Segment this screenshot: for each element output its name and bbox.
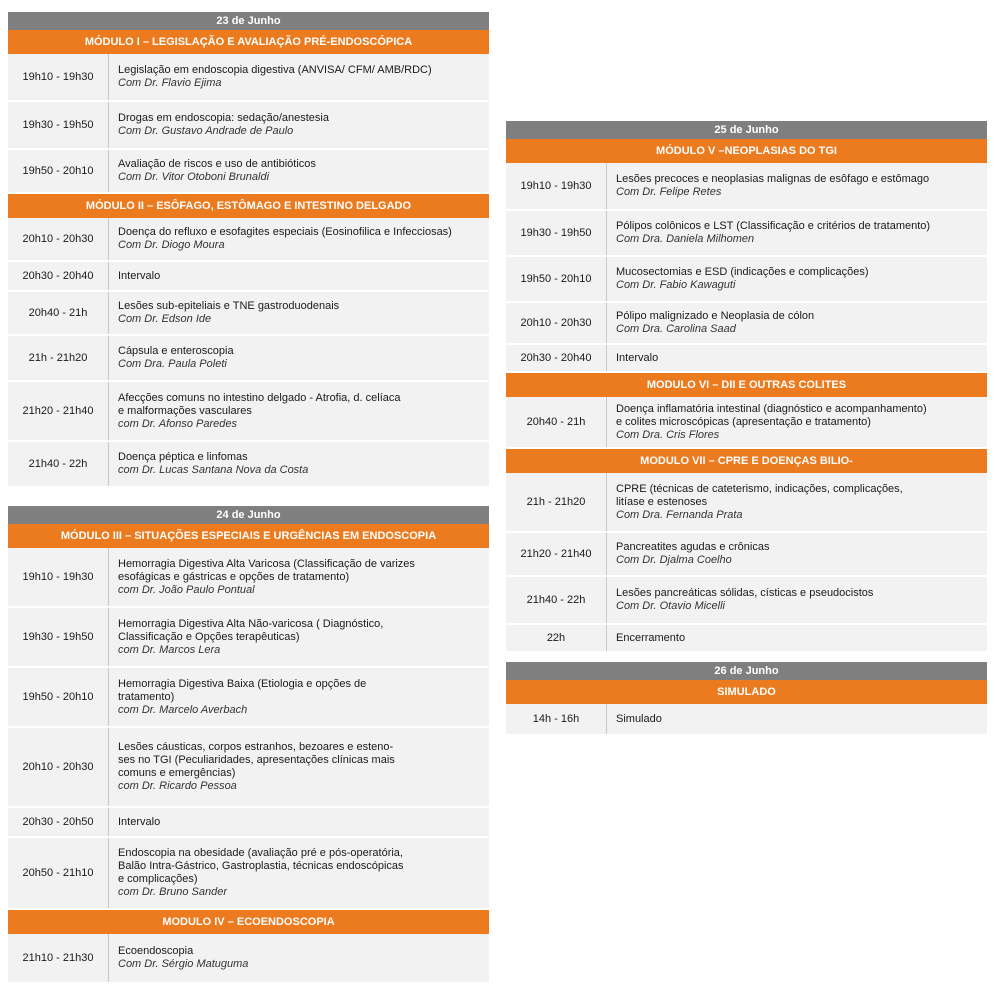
speaker-name: com Dr. João Paulo Pontual xyxy=(118,583,255,596)
session-title: Doença do refluxo e esofagites especiais (Eosinofilica e Infecciosas) xyxy=(118,226,452,238)
schedule-block-25 xyxy=(506,121,987,653)
session-title: Intervalo xyxy=(118,815,161,828)
table-row xyxy=(8,262,489,292)
speaker-name: Com Dr. Djalma Coelho xyxy=(616,554,732,566)
module-header: MÓDULO V –NEOPLASIAS DO TGI xyxy=(506,139,987,163)
speaker-name: com Dr. Afonso Paredes xyxy=(118,417,238,430)
table-row xyxy=(506,704,987,736)
time-cell: 20h40 - 21h xyxy=(506,397,607,447)
table-row xyxy=(8,442,489,488)
time-cell: 21h40 - 22h xyxy=(506,577,607,623)
speaker-name: Com Dra. Cris Flores xyxy=(616,428,720,441)
speaker-name: Com Dra. Fernanda Prata xyxy=(616,508,743,521)
day-header: 25 de Junho xyxy=(506,121,987,139)
time-cell: 20h10 - 20h30 xyxy=(8,218,109,260)
table-row xyxy=(8,336,489,382)
table-row xyxy=(8,382,489,442)
table-row xyxy=(506,163,987,211)
schedule-block-24 xyxy=(8,506,489,984)
time-cell: 20h30 - 20h50 xyxy=(8,808,109,836)
table-row xyxy=(8,838,489,910)
session-title: Pancreatites agudas e crônicas xyxy=(616,541,770,553)
session-title: Encerramento xyxy=(616,631,686,644)
speaker-name: com Dr. Bruno Sander xyxy=(118,886,228,898)
module-header: MODULO VI – DII E OUTRAS COLITES xyxy=(506,373,987,397)
schedule-block-26 xyxy=(506,662,987,736)
speaker-name: Com Dr. Vitor Otoboni Brunaldi xyxy=(118,171,270,183)
time-cell: 20h50 - 21h10 xyxy=(8,838,109,908)
module-header: SIMULADO xyxy=(506,680,987,704)
table-row xyxy=(8,292,489,336)
speaker-name: Com Dr. Sérgio Matuguma xyxy=(118,958,249,970)
speaker-name: com Dr. Marcelo Averbach xyxy=(118,703,248,716)
time-cell: 20h30 - 20h40 xyxy=(8,262,109,290)
speaker-name: Com Dr. Felipe Retes xyxy=(616,186,722,198)
time-cell: 20h30 - 20h40 xyxy=(506,345,607,371)
session-title: Pólipos colônicos e LST (Classificação e critérios de tratamento) xyxy=(616,220,931,232)
time-cell: 19h30 - 19h50 xyxy=(8,608,109,666)
table-row xyxy=(8,808,489,838)
module-header: MÓDULO III – SITUAÇÕES ESPECIAIS E URGÊNCIAS EM ENDOSCOPIA xyxy=(8,524,489,548)
table-row xyxy=(506,345,987,373)
session-title: Endoscopia na obesidade (avaliação pré e pós-operatória, Balão Intra-Gástrico, Gastroplastia, técnicas endoscópicas e complicações) xyxy=(118,847,404,885)
table-row xyxy=(8,608,489,668)
module-header: MÓDULO II – ESÔFAGO, ESTÔMAGO E INTESTINO DELGADO xyxy=(8,194,489,218)
time-cell: 19h50 - 20h10 xyxy=(506,257,607,301)
session-title: Lesões cáusticas, corpos estranhos, bezoares e esteno- ses no TGI (Peculiaridades, apresentações clínicas mais comuns e emergências) xyxy=(118,741,395,779)
module-header: MODULO IV – ECOENDOSCOPIA xyxy=(8,910,489,934)
speaker-name: com Dr. Lucas Santana Nova da Costa xyxy=(118,464,309,476)
session-title: Hemorragia Digestiva Alta Varicosa (Classificação de varizes esofágicas e gástricas e opções de tratamento) xyxy=(118,557,415,583)
session-title: Simulado xyxy=(616,712,662,725)
table-row xyxy=(506,577,987,625)
session-title: CPRE (técnicas de cateterismo, indicações, complicações, litíase e estenoses xyxy=(616,482,903,508)
session-title: Mucosectomias e ESD (indicações e complicações) xyxy=(616,266,869,278)
table-row xyxy=(8,54,489,102)
time-cell: 21h10 - 21h30 xyxy=(8,934,109,982)
time-cell: 19h10 - 19h30 xyxy=(8,54,109,100)
time-cell: 19h10 - 19h30 xyxy=(8,548,109,606)
session-title: Lesões sub-epiteliais e TNE gastroduodenais xyxy=(118,300,340,312)
session-title: Hemorragia Digestiva Alta Não-varicosa ( Diagnóstico, Classificação e Opções terapêuticas) xyxy=(118,617,384,643)
table-row xyxy=(506,533,987,577)
session-title: Doença inflamatória intestinal (diagnóstico e acompanhamento) e colites microscópicas (apresentação e tratamento) xyxy=(616,402,927,428)
table-row xyxy=(506,397,987,449)
speaker-name: Com Dr. Otavio Micelli xyxy=(616,600,725,612)
table-row xyxy=(506,211,987,257)
table-row xyxy=(506,473,987,533)
module-header: MÓDULO I – LEGISLAÇÃO E AVALIAÇÃO PRÉ-ENDOSCÓPICA xyxy=(8,30,489,54)
speaker-name: com Dr. Marcos Lera xyxy=(118,643,221,656)
day-header: 23 de Junho xyxy=(8,12,489,30)
day-header: 24 de Junho xyxy=(8,506,489,524)
time-cell: 19h50 - 20h10 xyxy=(8,150,109,192)
session-title: Drogas em endoscopia: sedação/anestesia xyxy=(118,112,329,124)
session-title: Intervalo xyxy=(118,269,161,282)
time-cell: 20h10 - 20h30 xyxy=(8,728,109,806)
speaker-name: Com Dra. Daniela Milhomen xyxy=(616,233,755,245)
table-row xyxy=(8,102,489,150)
table-row xyxy=(8,728,489,808)
session-title: Ecoendoscopia xyxy=(118,945,194,957)
speaker-name: Com Dr. Gustavo Andrade de Paulo xyxy=(118,125,294,137)
speaker-name: Com Dra. Paula Poleti xyxy=(118,358,227,370)
session-title: Pólipo malignizado e Neoplasia de cólon xyxy=(616,310,815,322)
table-row xyxy=(506,303,987,345)
time-cell: 21h20 - 21h40 xyxy=(506,533,607,575)
time-cell: 20h40 - 21h xyxy=(8,292,109,334)
time-cell: 21h - 21h20 xyxy=(506,473,607,531)
session-title: Lesões pancreáticas sólidas, císticas e pseudocistos xyxy=(616,587,874,599)
speaker-name: Com Dra. Carolina Saad xyxy=(616,323,736,335)
time-cell: 21h20 - 21h40 xyxy=(8,382,109,440)
table-row xyxy=(8,548,489,608)
module-header: MODULO VII – CPRE E DOENÇAS BILIO- xyxy=(506,449,987,473)
day-header: 26 de Junho xyxy=(506,662,987,680)
time-cell: 21h - 21h20 xyxy=(8,336,109,380)
speaker-name: Com Dr. Fabio Kawaguti xyxy=(616,279,736,291)
table-row xyxy=(8,218,489,262)
time-cell: 19h30 - 19h50 xyxy=(8,102,109,148)
table-row xyxy=(506,625,987,653)
session-title: Avaliação de riscos e uso de antibióticos xyxy=(118,158,316,170)
table-row xyxy=(8,150,489,194)
table-row xyxy=(8,934,489,984)
table-row xyxy=(506,257,987,303)
speaker-name: com Dr. Ricardo Pessoa xyxy=(118,780,237,792)
time-cell: 14h - 16h xyxy=(506,704,607,734)
session-title: Hemorragia Digestiva Baixa (Etiologia e opções de tratamento) xyxy=(118,677,367,703)
time-cell: 20h10 - 20h30 xyxy=(506,303,607,343)
time-cell: 19h30 - 19h50 xyxy=(506,211,607,255)
session-title: Afecções comuns no intestino delgado - Atrofia, d. celíaca e malformações vasculares xyxy=(118,391,401,417)
table-row xyxy=(8,668,489,728)
time-cell: 19h50 - 20h10 xyxy=(8,668,109,726)
schedule-block-23 xyxy=(8,12,489,488)
time-cell: 22h xyxy=(506,625,607,651)
time-cell: 19h10 - 19h30 xyxy=(506,163,607,209)
speaker-name: Com Dr. Flavio Ejima xyxy=(118,77,222,89)
session-title: Intervalo xyxy=(616,351,659,364)
speaker-name: Com Dr. Diogo Moura xyxy=(118,239,225,251)
session-title: Doença péptica e linfomas xyxy=(118,451,248,463)
session-title: Legislação em endoscopia digestiva (ANVISA/ CFM/ AMB/RDC) xyxy=(118,64,432,76)
session-title: Lesões precoces e neoplasias malignas de esôfago e estômago xyxy=(616,173,930,185)
time-cell: 21h40 - 22h xyxy=(8,442,109,486)
speaker-name: Com Dr. Edson Ide xyxy=(118,313,212,325)
session-title: Cápsula e enteroscopia xyxy=(118,345,234,357)
